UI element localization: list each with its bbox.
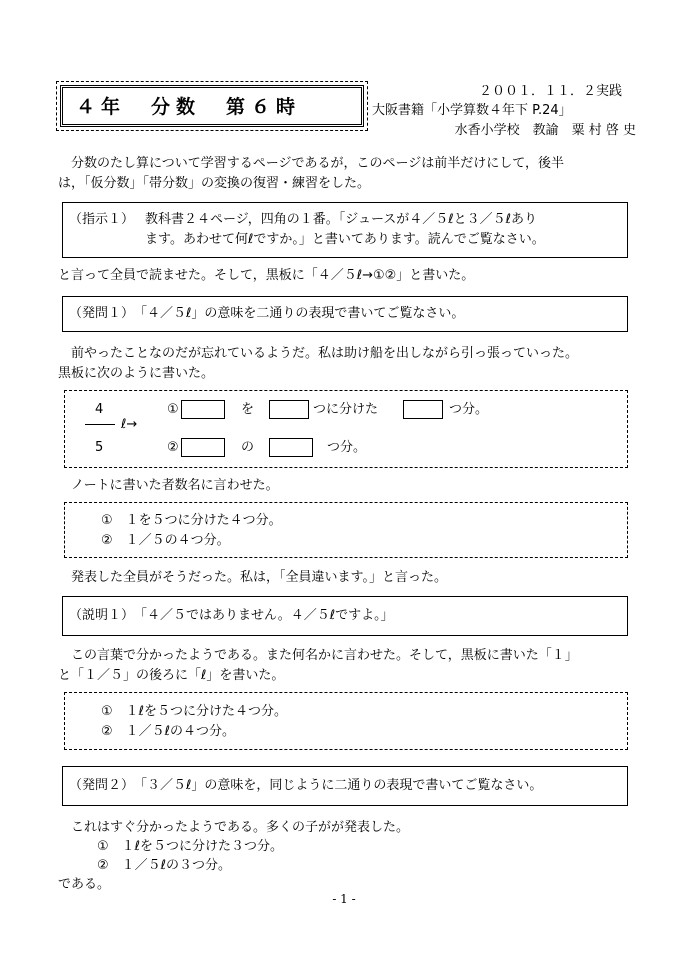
row1-number: ① <box>167 402 179 417</box>
author-line: 水香小学校 教諭 粟 村 啓 史 <box>454 123 636 138</box>
blank-box <box>181 438 225 457</box>
blank-box <box>269 400 309 419</box>
paragraph-line: これはすぐ分かったようである。多くの子がが発表した。 <box>58 820 410 835</box>
paragraph-line: ② １／５ℓの３つ分。 <box>58 858 232 873</box>
row1-text: を <box>241 402 255 417</box>
paragraph-6 <box>58 646 638 686</box>
answer-1-box <box>64 502 628 558</box>
paragraph-7 <box>58 818 638 894</box>
row2-number: ② <box>167 440 179 455</box>
paragraph-line: である。 <box>58 877 111 892</box>
paragraph-line: 前やったことなのだが忘れているようだ。私は助け船を出しながら引っ張っていった。 <box>58 346 579 361</box>
page-number: - 1 - <box>332 892 356 906</box>
paragraph-line: ① １ℓを５つに分けた３つ分。 <box>58 839 284 854</box>
answer-line: ② １／５ℓの４つ分。 <box>101 724 236 739</box>
blank-box <box>269 438 313 457</box>
row1-text: つに分けた <box>313 402 379 417</box>
date-line: ２００１．１１．２実践 <box>478 84 622 99</box>
page-title: ４年 分数 第６時 <box>76 96 302 118</box>
paragraph-3 <box>58 344 638 384</box>
answer-line: ① １を５つに分けた４つ分。 <box>101 513 282 528</box>
fraction-numerator: 4 <box>95 402 104 417</box>
board-box <box>64 390 628 468</box>
paragraph-line: 分数のたし算について学習するページであるが，このページは前半だけにして，後半 <box>58 156 564 171</box>
explanation-1-text: （説明１） 「４／５ではありません。４／５ℓですよ。」 <box>69 608 394 623</box>
paragraph-1 <box>58 154 638 194</box>
instruction-1-label: （指示１） <box>69 212 135 227</box>
paragraph-4: ノートに書いた者数名に言わせた。 <box>58 478 279 493</box>
paragraph-line: この言葉で分かったようである。また何名かに言わせた。そして，黒板に書いた「１」 <box>58 648 578 663</box>
paragraph-5: 発表した全員がそうだった。私は，「全員違います。」と言った。 <box>58 570 447 585</box>
instruction-1-line: 教科書２４ページ，四角の１番。「ジュースが４／５ℓと３／５ℓあり <box>145 212 538 227</box>
textbook-line: 大阪書籍「小学算数４年下 P.24」 <box>372 103 572 118</box>
answer-line: ① １ℓを５つに分けた４つ分。 <box>101 704 288 719</box>
instruction-1-box <box>62 202 628 258</box>
question-1-text: （発問１） 「４／５ℓ」の意味を二通りの表現で書いてご覧なさい。 <box>69 306 465 321</box>
question-2-box <box>62 766 628 806</box>
fraction-bar <box>85 424 115 425</box>
row2-text: の <box>241 440 255 455</box>
explanation-1-box <box>62 596 628 636</box>
answer-2-box <box>64 692 628 750</box>
paragraph-line: は，「仮分数」「帯分数」の変換の復習・練習をした。 <box>58 176 371 191</box>
paragraph-line: と「１／５」の後ろに「ℓ」を書いた。 <box>58 668 285 683</box>
instruction-1-line: ます。あわせて何ℓですか。」と書いてあります。読んでご覧なさい。 <box>145 232 545 247</box>
answer-line: ② １／５の４つ分。 <box>101 533 230 548</box>
blank-box <box>403 400 443 419</box>
row1-text: つ分。 <box>449 402 489 417</box>
question-2-text: （発問２） 「３／５ℓ」の意味を，同じように二通りの表現で書いてご覧なさい。 <box>69 778 543 793</box>
paragraph-2: と言って全員で読ませた。そして，黒板に「４／５ℓ→①②」と書いた。 <box>58 268 475 283</box>
unit-arrow: ℓ→ <box>121 417 138 432</box>
fraction-denominator: 5 <box>95 440 104 455</box>
row2-text: つ分。 <box>327 440 367 455</box>
question-1-box <box>62 296 628 332</box>
blank-box <box>181 400 225 419</box>
paragraph-line: 黒板に次のように書いた。 <box>58 366 215 381</box>
